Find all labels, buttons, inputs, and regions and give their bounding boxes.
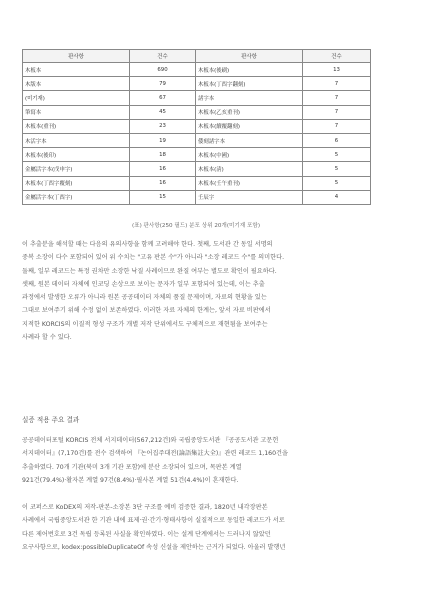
text-line: 중복 소장이 다수 포함되어 있어 위 수치는 "고유 판본 수"가 아니라 "소장 레코드 수"를 의미한다. bbox=[22, 254, 285, 262]
text-line: 둘째, 일부 레코드는 특정 권차만 소장한 낙질 사례이므로 완질 여부는 별도로 확인이 필요하다. bbox=[22, 267, 277, 275]
text-line: 서지데이터』(7,170건)를 전수 검색하여 『논어집주대전(論語集註大全)』관련 레코드 1,160건을 bbox=[22, 450, 289, 458]
table-body bbox=[23, 63, 371, 205]
table-row bbox=[23, 119, 371, 133]
count-cell: 23 bbox=[130, 119, 196, 133]
count-cell: 7 bbox=[303, 105, 371, 119]
table-header-row bbox=[23, 50, 371, 63]
text-line: 사례라 할 수 있다. bbox=[22, 333, 72, 341]
edition-cell: 木板本(中國) bbox=[196, 148, 303, 162]
text-line: 셋째, 원본 데이터 자체에 인코딩 손상으로 보이는 문자가 일부 포함되어 있는데, 이는 추출 bbox=[22, 280, 265, 288]
table-row bbox=[23, 133, 371, 147]
edition-cell: 木板本(後刷) bbox=[196, 63, 303, 77]
section-heading: 실증 적용 주요 결과 bbox=[22, 416, 80, 424]
paragraph-corpus bbox=[22, 434, 387, 487]
edition-cell: 木板本(丁酉字翻刻) bbox=[196, 77, 303, 91]
table-row bbox=[23, 105, 371, 119]
count-cell: 5 bbox=[303, 148, 371, 162]
text-line: 지적한 KORCIS의 이질적 형성 구조가 개별 저작 단위에서도 구체적으로 재현됨을 보여주는 bbox=[22, 320, 268, 328]
count-cell: 19 bbox=[130, 133, 196, 147]
count-cell: 67 bbox=[130, 91, 196, 105]
count-cell: 7 bbox=[303, 91, 371, 105]
text-line: 921건(79.4%)·활자본 계열 97건(8.4%)·필사본 계열 51건(4.4%)이 혼재한다. bbox=[22, 476, 239, 484]
count-cell: 16 bbox=[130, 176, 196, 190]
edition-cell: 木活字本 bbox=[23, 133, 130, 147]
edition-cell: 木板本(後印) bbox=[23, 148, 130, 162]
column-header: 건수 bbox=[130, 50, 196, 63]
count-cell: 45 bbox=[130, 105, 196, 119]
text-line: 다른 제어번호로 3건 독립 등록된 사실을 확인하였다. 이는 설계 단계에서는 드러나지 않았던 bbox=[22, 530, 271, 538]
edition-cell: 壬辰字 bbox=[196, 190, 303, 204]
edition-cell: (미기재) bbox=[23, 91, 130, 105]
count-cell: 6 bbox=[303, 133, 371, 147]
count-cell: 690 bbox=[130, 63, 196, 77]
edition-cell: 筆寫本 bbox=[23, 105, 130, 119]
text-line: 사례에서 국립중앙도서관 한 기관 내에 표제·권·간기·형태사항이 실질적으로 동일한 레코드가 서로 bbox=[22, 517, 285, 525]
paragraph-caveats bbox=[22, 238, 387, 344]
edition-cell: 金屬活字本(丁酉字) bbox=[23, 190, 130, 204]
edition-cell: 木板本(壬午重刊) bbox=[196, 176, 303, 190]
text-line: 요구사항으로, kodex:possibleDuplicateOf 속성 신설을 제안하는 근거가 되었다. 아울러 발행년 bbox=[22, 543, 286, 551]
table-row bbox=[23, 77, 371, 91]
text-line: 이 추출분을 해석할 때는 다음의 유의사항을 함께 고려해야 한다. 첫째, 도서관 간 동일 서명의 bbox=[22, 241, 273, 248]
text-line: 그대로 보여주기 위해 수정 없이 보존하였다. 이러한 자료 자체의 한계는, 앞서 자료 비판에서 bbox=[22, 307, 271, 315]
count-cell: 79 bbox=[130, 77, 196, 91]
edition-cell: 木板本(乙亥重刊) bbox=[196, 105, 303, 119]
count-cell: 7 bbox=[303, 119, 371, 133]
edition-cell: 木板本 bbox=[23, 63, 130, 77]
count-cell: 18 bbox=[130, 148, 196, 162]
text-line: 과정에서 발생한 오류가 아니라 원본 공공데이터 자체의 품질 문제이며, 자료의 현황을 있는 bbox=[22, 294, 267, 301]
edition-cell: 木板本(續覆翻刻) bbox=[196, 119, 303, 133]
edition-cell: 木板本(丁酉字覆刻) bbox=[23, 176, 130, 190]
edition-cell: 木板本(重刊) bbox=[23, 119, 130, 133]
count-cell: 13 bbox=[303, 63, 371, 77]
edition-cell: 木板本(淸) bbox=[196, 162, 303, 176]
edition-cell: 諸字本 bbox=[196, 91, 303, 105]
column-header: 판사항 bbox=[196, 50, 303, 63]
column-header: 건수 bbox=[303, 50, 371, 63]
table-row bbox=[23, 91, 371, 105]
column-header: 판사항 bbox=[23, 50, 130, 63]
count-cell: 4 bbox=[303, 190, 371, 204]
table-row bbox=[23, 148, 371, 162]
edition-cell: 倭刻諸字本 bbox=[196, 133, 303, 147]
count-cell: 5 bbox=[303, 162, 371, 176]
table-row bbox=[23, 63, 371, 77]
text-line: 공공데이터포털 KORCIS 전체 서지데이터(567,212건)와 국립중앙도서관 『공공도서관 고문헌 bbox=[22, 437, 279, 444]
text-line: 추출하였다. 70개 기관(북미 3개 기관 포함)에 분산 소장되어 있으며, 목판본 계열 bbox=[22, 463, 242, 471]
count-cell: 16 bbox=[130, 162, 196, 176]
count-cell: 5 bbox=[303, 176, 371, 190]
edition-cell: 木版本 bbox=[23, 77, 130, 91]
table-row bbox=[23, 190, 371, 204]
paragraph-validation bbox=[22, 501, 387, 554]
edition-cell: 金屬活字本(戊申字) bbox=[23, 162, 130, 176]
table-row bbox=[23, 176, 371, 190]
table-caption: (표) 판사항(250 필드) 분포 상위 20개(미기재 포함) bbox=[131, 223, 260, 229]
edition-distribution-table bbox=[22, 49, 371, 205]
table-row bbox=[23, 162, 371, 176]
text-line: 이 코퍼스로 KoDEX의 저작-판본-소장본 3단 구조를 예비 검증한 결과, 1820년 내각장판본 bbox=[22, 504, 268, 511]
count-cell: 15 bbox=[130, 190, 196, 204]
count-cell: 7 bbox=[303, 77, 371, 91]
